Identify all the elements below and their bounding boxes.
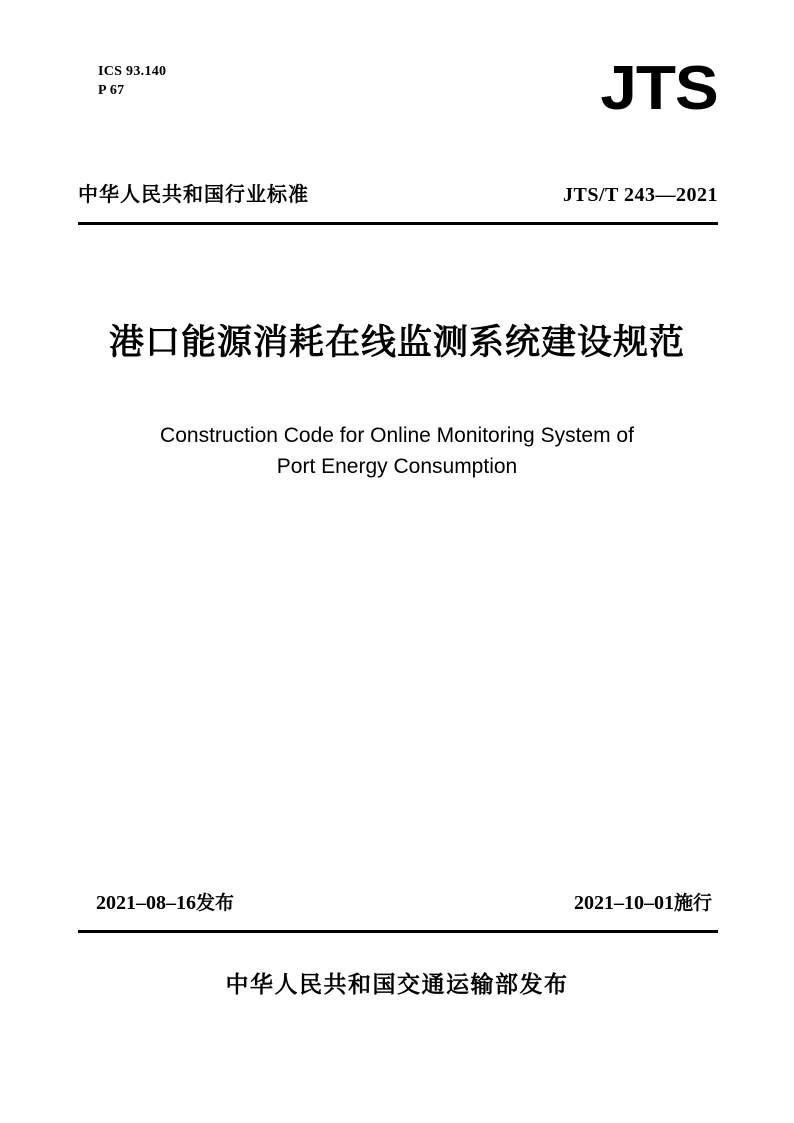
- publisher-name: 中华人民共和国交通运输部发布: [225, 971, 569, 997]
- standard-header: [78, 178, 718, 207]
- effective-date: 2021–10–01: [573, 892, 674, 914]
- top-code-logo-row: [78, 54, 718, 148]
- page-title-chinese: 港口能源消耗在线监测系统建设规范: [108, 323, 685, 362]
- standard-number: JTS/T 243—2021: [563, 184, 718, 206]
- classification-codes: [98, 62, 166, 100]
- issue-date-label: 发布: [196, 893, 235, 914]
- effective-date-group: [574, 888, 712, 915]
- footer-divider-rule: [78, 930, 718, 933]
- issue-date: 2021–08–16: [96, 892, 196, 914]
- standard-series-label: 中华人民共和国行业标准: [78, 184, 309, 206]
- classification-code: P 67: [98, 83, 125, 98]
- ics-code: ICS 93.140: [98, 64, 167, 79]
- page-title-english: [117, 420, 677, 482]
- page-title-english-line2: Port Energy Consumption: [276, 455, 518, 478]
- effective-date-label: 施行: [673, 893, 712, 914]
- dates-row: [78, 888, 718, 915]
- jts-logo: JTS: [600, 54, 718, 123]
- page-title-english-line1: Construction Code for Online Monitoring System of: [160, 424, 634, 447]
- issue-date-group: [96, 888, 234, 915]
- header-divider-rule: [78, 222, 718, 225]
